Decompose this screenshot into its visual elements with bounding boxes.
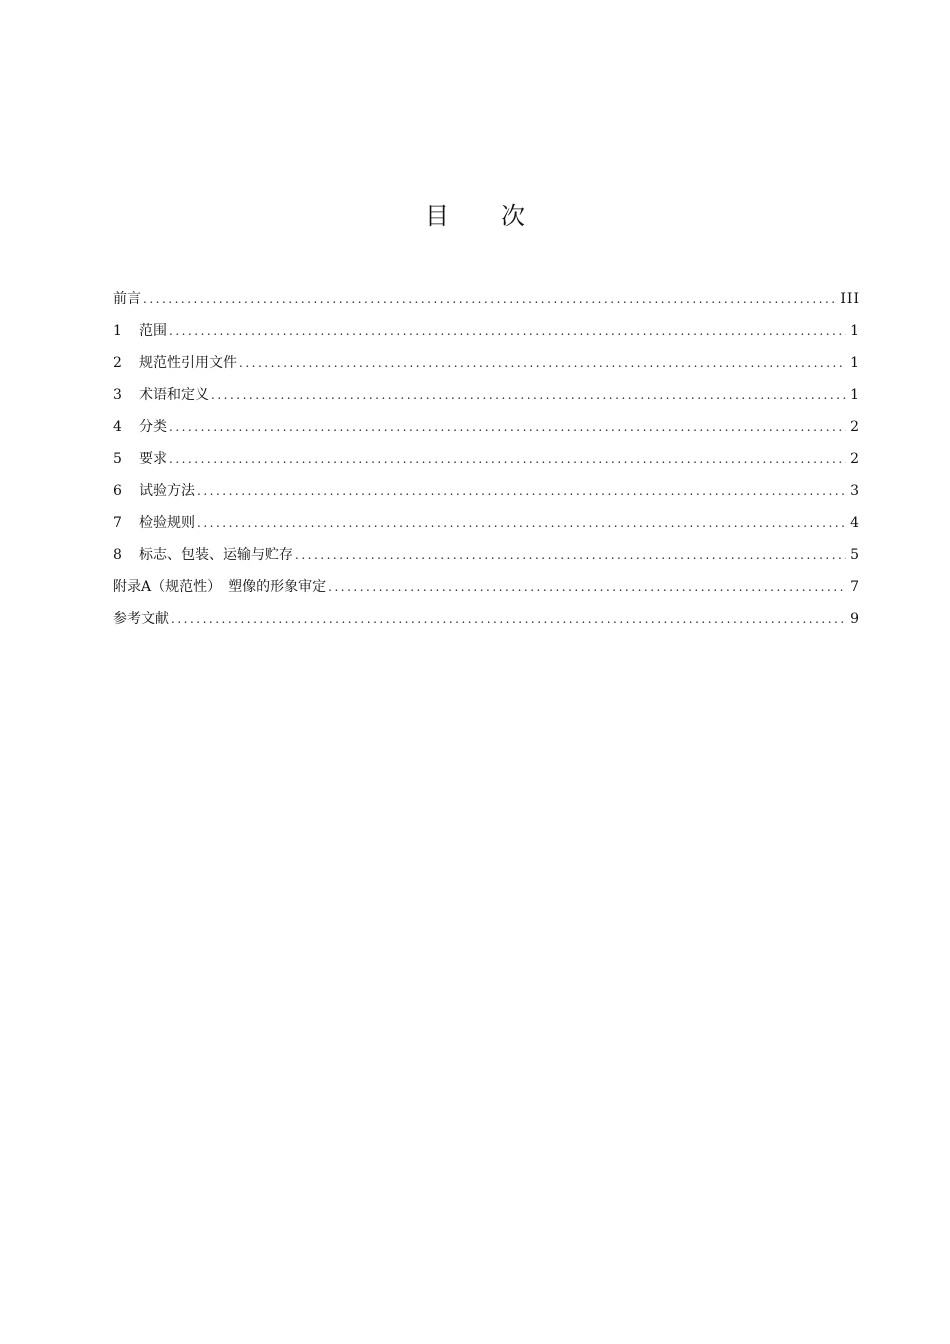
toc-dot-leader xyxy=(143,287,836,311)
toc-dot-leader xyxy=(169,319,846,343)
toc-entry-label: 试验方法 xyxy=(139,483,195,499)
toc-dot-leader xyxy=(171,607,846,631)
toc-entry-number: 5 xyxy=(113,451,122,467)
toc-entry-label: 检验规则 xyxy=(139,515,195,531)
toc-entry-appendix-a[interactable] xyxy=(113,575,860,607)
title-char-2: 次 xyxy=(501,202,525,230)
toc-entry-label: 范围 xyxy=(139,323,167,339)
table-of-contents xyxy=(113,287,860,639)
toc-entry-label: 参考文献 xyxy=(113,611,169,627)
toc-entry-scope[interactable] xyxy=(113,319,860,351)
toc-entry-number: 8 xyxy=(113,547,122,563)
toc-dot-leader xyxy=(328,575,846,599)
toc-entry-classification[interactable] xyxy=(113,415,860,447)
page-title xyxy=(0,196,950,231)
toc-entry-foreword[interactable] xyxy=(113,287,860,319)
title-char-1: 目 xyxy=(425,202,449,230)
toc-entry-page: 2 xyxy=(850,419,860,435)
toc-entry-test-methods[interactable] xyxy=(113,479,860,511)
toc-dot-leader xyxy=(197,479,846,503)
toc-entry-marking-packaging[interactable] xyxy=(113,543,860,575)
toc-entry-number: 7 xyxy=(113,515,122,531)
toc-entry-page: 1 xyxy=(850,387,860,403)
toc-dot-leader xyxy=(169,415,846,439)
toc-entry-bibliography[interactable] xyxy=(113,607,860,639)
toc-entry-requirements[interactable] xyxy=(113,447,860,479)
toc-entry-number: 4 xyxy=(113,419,122,435)
toc-entry-page: III xyxy=(840,291,860,307)
toc-entry-number: 2 xyxy=(113,355,122,371)
toc-entry-label: 标志、包装、运输与贮存 xyxy=(139,547,293,563)
toc-entry-page: 1 xyxy=(850,323,860,339)
toc-entry-label: 规范性引用文件 xyxy=(139,355,237,371)
toc-entry-page: 2 xyxy=(850,451,860,467)
toc-entry-inspection-rules[interactable] xyxy=(113,511,860,543)
toc-entry-label: 要求 xyxy=(139,451,167,467)
toc-entry-page: 1 xyxy=(850,355,860,371)
toc-dot-leader xyxy=(169,447,846,471)
toc-entry-number: 3 xyxy=(113,387,122,403)
toc-entry-normative-references[interactable] xyxy=(113,351,860,383)
toc-dot-leader xyxy=(239,351,846,375)
toc-entry-label: 前言 xyxy=(113,291,141,307)
toc-entry-label: 分类 xyxy=(139,419,167,435)
toc-entry-number: 1 xyxy=(113,323,122,339)
toc-dot-leader xyxy=(211,383,846,407)
toc-entry-sublabel: 塑像的形象审定 xyxy=(228,579,327,595)
toc-entry-terms-definitions[interactable] xyxy=(113,383,860,415)
toc-entry-number: 6 xyxy=(113,483,122,499)
toc-dot-leader xyxy=(197,511,846,535)
toc-entry-label: 术语和定义 xyxy=(139,387,209,403)
toc-entry-page: 9 xyxy=(850,611,860,627)
toc-entry-page: 7 xyxy=(850,579,860,595)
toc-dot-leader xyxy=(295,543,846,567)
toc-entry-label: 附录A（规范性） xyxy=(113,579,222,595)
toc-entry-page: 3 xyxy=(850,483,860,499)
toc-entry-page: 5 xyxy=(850,547,860,563)
toc-entry-page: 4 xyxy=(850,515,860,531)
